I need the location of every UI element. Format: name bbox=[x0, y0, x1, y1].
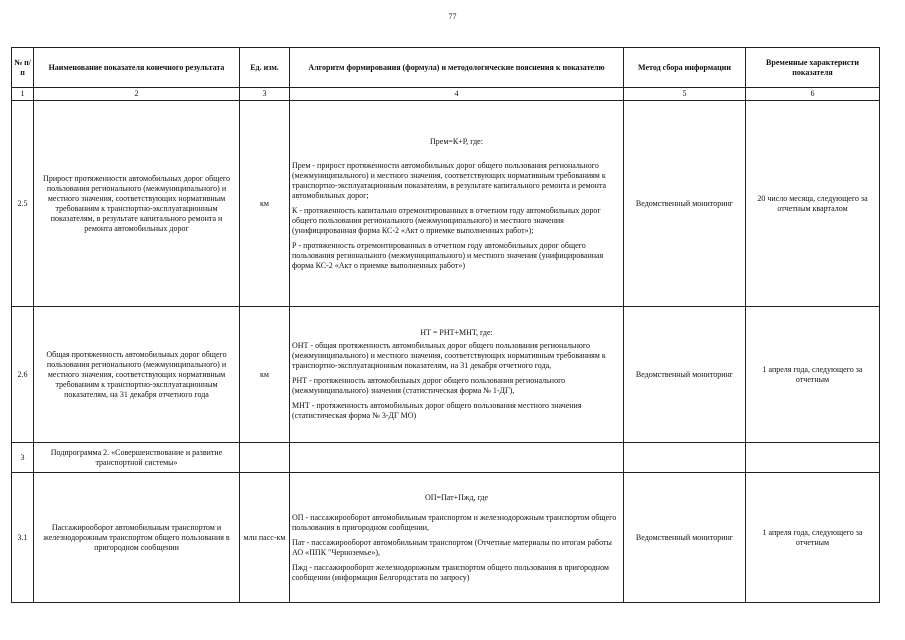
row-timing: 1 апреля года, следующего за отчетным bbox=[746, 307, 880, 443]
table-row bbox=[12, 307, 880, 443]
row-name: Общая протяженность автомобильных дорог общего пользования регионального (межмуниципального) и местного значения, соответствующих нормативным требованиям к транспортно-эксплуатационным показателям, на 31 декабря отчетного года bbox=[34, 307, 240, 443]
row-algorithm bbox=[290, 473, 624, 603]
header-num: № п/п bbox=[12, 48, 34, 88]
row-timing: 1 апреля года, следующего за отчетным bbox=[746, 473, 880, 603]
row-timing: 20 число месяца, следующего за отчетным кварталом bbox=[746, 101, 880, 307]
row-unit: км bbox=[240, 101, 290, 307]
page-number: 77 bbox=[448, 12, 457, 21]
row-algorithm bbox=[290, 101, 624, 307]
row-unit: млн пасс-км bbox=[240, 473, 290, 603]
header-unit: Ед. изм. bbox=[240, 48, 290, 88]
header-name: Наименование показателя конечного результата bbox=[34, 48, 240, 88]
row-num: 2.5 bbox=[12, 101, 34, 307]
row-formula: ОП=Пат+Пжд, где bbox=[424, 492, 489, 502]
table-header-row bbox=[12, 48, 880, 88]
row-method: Ведомственный мониторинг bbox=[624, 307, 746, 443]
column-number: 3 bbox=[240, 88, 290, 101]
section-title: Подпрограмма 2. «Совершенствование и развитие транспортной системы» bbox=[34, 443, 240, 473]
row-method: Ведомственный мониторинг bbox=[624, 473, 746, 603]
column-number: 5 bbox=[624, 88, 746, 101]
algo-paragraph: Р - протяженность отремонтированных в отчетном году автомобильных дорог общего пользования регионального (межмуниципального) и местного значения (унифицированная форма КС-2 «Акт о приемке выполненных работ») bbox=[292, 240, 604, 270]
row-unit: км bbox=[240, 307, 290, 443]
algo-paragraph: ОП - пассажирооборот автомобильным транспортом и железнодорожным транспортом общего пользования в пригородном сообщении, bbox=[292, 512, 617, 532]
column-number: 6 bbox=[746, 88, 880, 101]
row-formula: НТ = РНТ+МНТ, где: bbox=[420, 328, 493, 337]
header-algorithm: Алгоритм формирования (формула) и методологические пояснения к показателю bbox=[290, 48, 624, 88]
algo-paragraph: РНТ - протяженность автомобильных дорог общего пользования регионального (межмуниципального) значения (статистическая форма № 1-ДГ), bbox=[292, 376, 566, 395]
column-number: 2 bbox=[34, 88, 240, 101]
algo-paragraph: Прем - прирост протяженности автомобильных дорог общего пользования регионального (межмуниципального) и местного значения, соответствующих нормативным требованиям к транспортно-эксплуатационным показателям, в результате капитального ремонта и ремонта автомобильных дорог; bbox=[292, 160, 607, 200]
header-timing: Временные характеристи показателя bbox=[746, 48, 880, 88]
column-number: 1 bbox=[12, 88, 34, 101]
algo-paragraph: К - протяженность капитально отремонтированных в отчетном году автомобильных дорог общего пользования регионального (межмуниципального) и местного значения (унифицированная форма КС-2 «Акт о приемке выполненных работ»); bbox=[292, 205, 601, 235]
table-row bbox=[12, 473, 880, 603]
algo-paragraph: Пат - пассажирооборот автомобильным транспортом (Отчетные материалы по итогам работы АО «ППК "Черноземье»), bbox=[292, 537, 612, 557]
row-formula: Прем=К+Р, где: bbox=[430, 136, 483, 146]
row-name: Прирост протяженности автомобильных дорог общего пользования регионального (межмуниципального) и местного значения, соответствующих нормативным требованиям к транспортно-эксплуатационным показателям, в результате капитального ремонта и ремонта автомобильных дорог bbox=[34, 101, 240, 307]
section-num: 3 bbox=[12, 443, 34, 473]
row-num: 2.6 bbox=[12, 307, 34, 443]
table-row bbox=[12, 101, 880, 307]
row-method: Ведомственный мониторинг bbox=[624, 101, 746, 307]
row-num: 3.1 bbox=[12, 473, 34, 603]
column-number: 4 bbox=[290, 88, 624, 101]
column-number-row bbox=[12, 88, 880, 101]
algo-paragraph: Пжд - пассажирооборот железнодорожным транспортом общего пользования в пригородном сообщении (информация Белгородстата по запросу) bbox=[292, 562, 609, 582]
header-method: Метод сбора информации bbox=[624, 48, 746, 88]
section-row bbox=[12, 443, 880, 473]
row-algorithm bbox=[290, 307, 624, 443]
indicators-table bbox=[11, 47, 880, 603]
algo-paragraph: МНТ - протяженность автомобильных дорог общего пользования местного значения (статистическая форма № 3-ДГ МО) bbox=[292, 401, 582, 420]
row-name: Пассажирооборот автомобильным транспортом и железнодорожным транспортом общего пользования в пригородном сообщении bbox=[34, 473, 240, 603]
algo-paragraph: ОНТ - общая протяженность автомобильных дорог общего пользования регионального (межмуниципального) и местного значения, соответствующих нормативным требованиям к транспортно-эксплуатационным показателям, на 31 декабря отчетного года, bbox=[292, 341, 606, 370]
